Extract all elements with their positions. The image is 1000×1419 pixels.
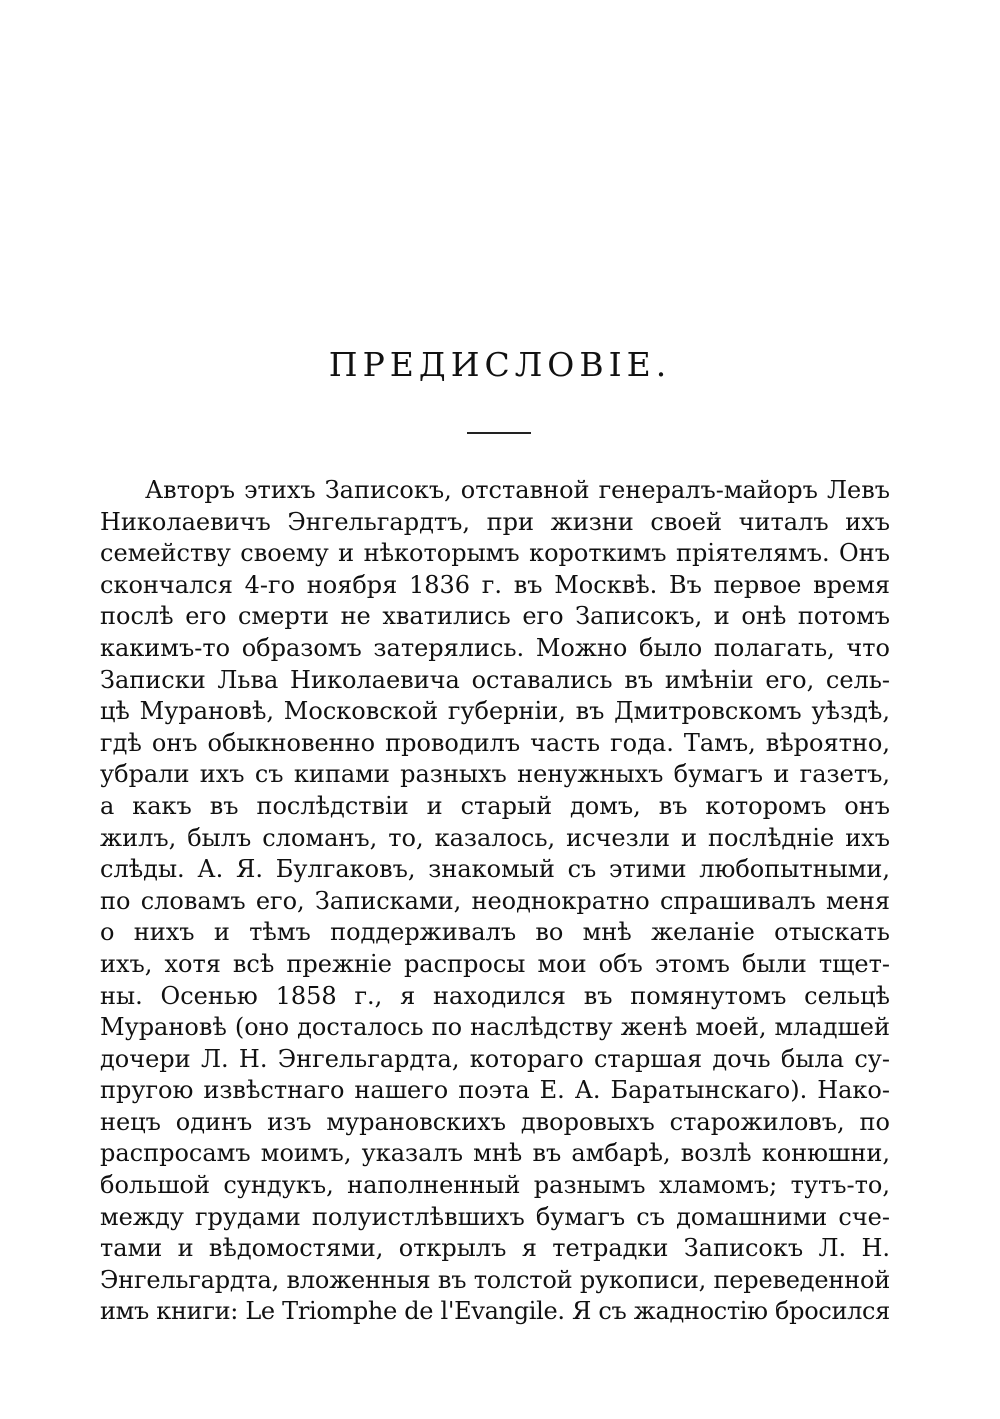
text-line: ихъ, хотя всѣ прежніе распросы мои объ этомъ были тщет- (100, 949, 890, 978)
text-line: пругою извѣстнаго нашего поэта Е. А. Баратынскаго). Нако- (100, 1076, 890, 1105)
text-line: между грудами полуистлѣвшихъ бумагъ съ домашними сче- (100, 1202, 890, 1231)
text-line: какимъ-то образомъ затерялись. Можно было полагать, что (100, 633, 890, 662)
text-line: а какъ въ послѣдствіи и старый домъ, въ которомъ онъ (100, 791, 890, 820)
text-line: цѣ Мурановѣ, Московской губерніи, въ Дмитровскомъ уѣздѣ, (100, 697, 890, 726)
text-line: распросамъ моимъ, указалъ мнѣ въ амбарѣ, возлѣ конюшни, (100, 1139, 890, 1168)
text-line: слѣды. А. Я. Булгаковъ, знакомый съ этими любопытными, (100, 855, 890, 884)
text-line: Записки Льва Николаевича оставались въ имѣніи его, сель- (100, 665, 890, 694)
text-line: семейству своему и нѣкоторымъ короткимъ пріятелямъ. Онъ (100, 539, 890, 568)
text-line: тами и вѣдомостями, открылъ я тетрадки Записокъ Л. Н. (100, 1234, 890, 1263)
text-line: нецъ одинъ изъ мурановскихъ дворовыхъ старожиловъ, по (100, 1107, 890, 1136)
text-line: о нихъ и тѣмъ поддерживалъ во мнѣ желаніе отыскать (100, 918, 890, 947)
text-line: Энгельгардта, вложенныя въ толстой рукописи, переведенной (100, 1265, 890, 1294)
text-line: большой сундукъ, наполненный разнымъ хламомъ; тутъ-то, (100, 1171, 890, 1200)
text-line: имъ книги: Le Triomphe de l'Evangile. Я съ жадностію бросился (100, 1297, 890, 1326)
text-line: гдѣ онъ обыкновенно проводилъ часть года. Тамъ, вѣроятно, (100, 728, 890, 757)
title-divider (467, 432, 531, 434)
text-line: скончался 4-го ноября 1836 г. въ Москвѣ. Въ первое время (100, 570, 890, 599)
text-line: Авторъ этихъ Записокъ, отставной генералъ-майоръ Левъ (145, 476, 890, 504)
page-title: ПРЕДИСЛОВІЕ. (328, 345, 672, 384)
text-line: дочери Л. Н. Энгельгардта, котораго старшая дочь была су- (100, 1044, 890, 1073)
text-line: послѣ его смерти не хватились его Записокъ, и онѣ потомъ (100, 602, 890, 631)
text-line: ны. Осенью 1858 г., я находился въ помянутомъ сельцѣ (100, 981, 890, 1010)
text-line: Николаевичъ Энгельгардтъ, при жизни своей читалъ ихъ (100, 507, 890, 536)
preface-paragraph (100, 475, 890, 1328)
text-line: жилъ, былъ сломанъ, то, казалось, исчезли и послѣдніе ихъ (100, 823, 890, 852)
text-line: по словамъ его, Записками, неоднократно спрашивалъ меня (100, 886, 890, 915)
text-line: Мурановѣ (оно досталось по наслѣдству женѣ моей, младшей (100, 1013, 890, 1042)
text-line: убрали ихъ съ кипами разныхъ ненужныхъ бумагъ и газетъ, (100, 760, 890, 789)
